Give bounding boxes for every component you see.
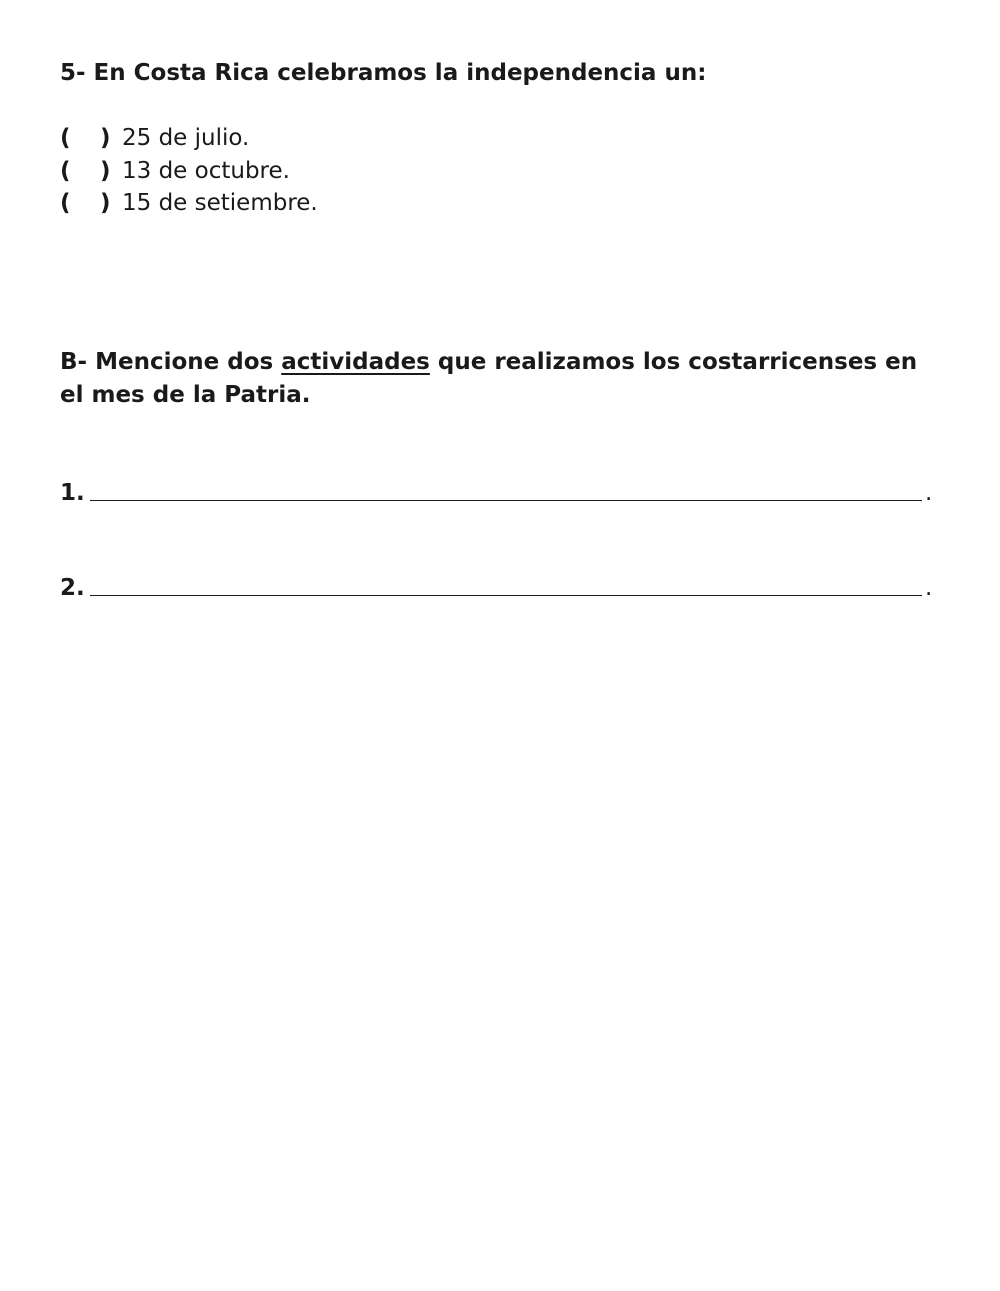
answer-line-1 bbox=[60, 476, 940, 506]
question-5-title: 5- En Costa Rica celebramos la independencia un: bbox=[60, 60, 707, 86]
option-3-checkbox-open[interactable]: ( bbox=[60, 190, 71, 216]
question-b-prefix: B- Mencione dos bbox=[60, 349, 282, 375]
option-2 bbox=[60, 155, 318, 188]
answer-1-period: . bbox=[925, 480, 933, 506]
option-2-checkbox-open[interactable]: ( bbox=[60, 157, 71, 184]
option-1-checkbox-close[interactable]: ) bbox=[100, 125, 111, 151]
question-5-options bbox=[60, 122, 318, 220]
option-2-checkbox-close[interactable]: ) bbox=[100, 157, 111, 184]
option-3 bbox=[60, 187, 318, 220]
answer-1-blank[interactable] bbox=[90, 480, 922, 501]
question-b-underlined-word: actividades bbox=[281, 349, 430, 375]
answer-line-2 bbox=[60, 571, 940, 601]
option-1 bbox=[60, 122, 318, 155]
question-b-suffix: que realizamos los costarricenses en el mes de la Patria. bbox=[60, 349, 918, 408]
answer-1-number: 1. bbox=[60, 480, 85, 506]
answer-2-period: . bbox=[925, 575, 933, 601]
option-3-checkbox-close[interactable]: ) bbox=[100, 190, 111, 216]
question-b-title bbox=[60, 346, 940, 412]
option-1-checkbox-open[interactable]: ( bbox=[60, 125, 71, 151]
option-2-label: 13 de octubre. bbox=[122, 157, 290, 184]
option-3-label: 15 de setiembre. bbox=[122, 190, 318, 216]
answer-2-blank[interactable] bbox=[90, 575, 922, 596]
option-1-label: 25 de julio. bbox=[122, 125, 250, 151]
answer-2-number: 2. bbox=[60, 575, 85, 601]
